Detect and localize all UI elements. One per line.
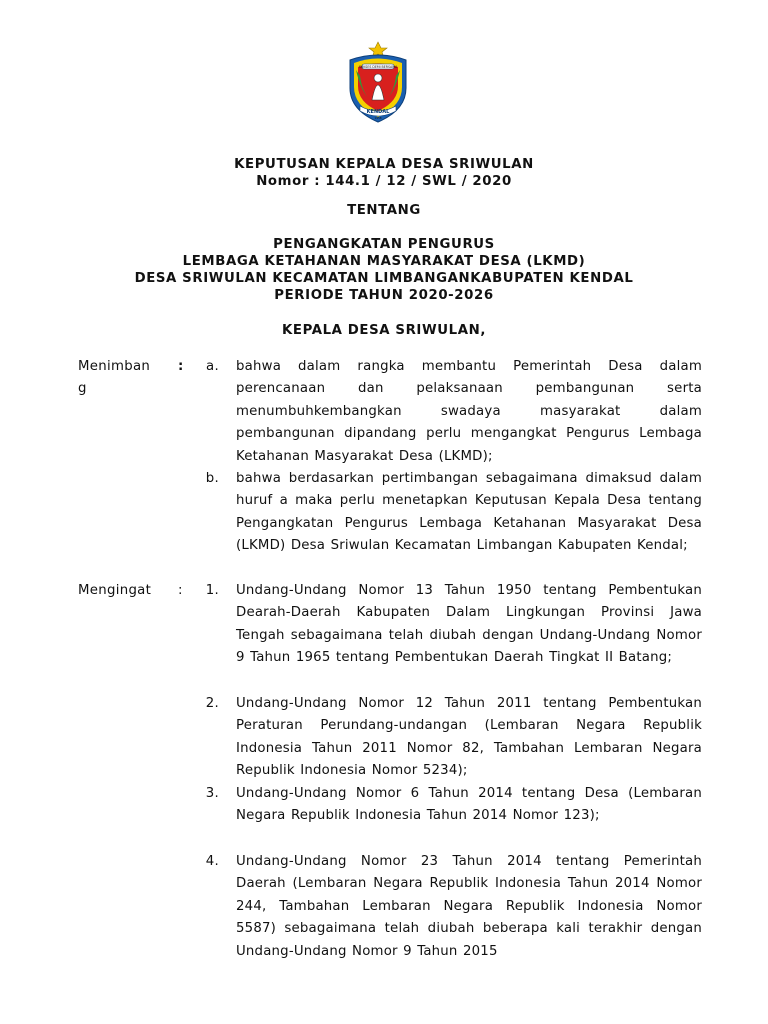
subject-line-4: PERIODE TAHUN 2020-2026	[274, 288, 494, 303]
tentang-heading: TENTANG	[347, 203, 421, 218]
logo-kendal-text: KENDAL	[366, 109, 390, 115]
logo-motto-text: SUKSES DEMI BERSAMA	[358, 65, 398, 69]
mengingat-item-4-marker: 4.	[205, 854, 219, 869]
decree-number: Nomor : 144.1 / 12 / SWL / 2020	[256, 174, 512, 189]
authority-heading: KEPALA DESA SRIWULAN,	[282, 323, 486, 338]
subject-line-2: LEMBAGA KETAHANAN MASYARAKAT DESA (LKMD)	[182, 254, 586, 269]
menimbang-item-a-marker: a.	[206, 359, 219, 374]
decree-title: KEPUTUSAN KEPALA DESA SRIWULAN	[234, 157, 534, 172]
subject-line-1: PENGANGKATAN PENGURUS	[273, 237, 495, 252]
menimbang-item-b-text: bahwa berdasarkan pertimbangan sebagaimana dimaksud dalam huruf a maka perlu menetapkan Keputusan Kepala Desa tentang Pengangkatan Pengurus Lembaga Ketahanan Masyarakat Desa (LKMD) Desa Sriwulan Kecamatan Limbangan Kabupaten Kendal;	[236, 471, 702, 554]
menimbang-item-a-text: bahwa dalam rangka membantu Pemerintah Desa dalam perencanaan dan pelaksanaan pembangunan serta menumbuhkembangkan swadaya masyarakat dalam pembangunan dipandang perlu mengangkat Pengurus Lembaga Ketahanan Masyarakat Desa (LKMD);	[236, 359, 702, 464]
mengingat-item-2-text: Undang-Undang Nomor 12 Tahun 2011 tentang Pembentukan Peraturan Perundang-undangan (Lembaran Negara Republik Indonesia Tahun 2011 Nomor 82, Tambahan Lembaran Negara Republik Indonesia Nomor 5234);	[236, 696, 702, 779]
kendal-emblem-logo	[342, 40, 414, 126]
menimbang-label-part1: Menimban	[78, 359, 151, 374]
mengingat-item-1-text: Undang-Undang Nomor 13 Tahun 1950 tentang Pembentukan Dearah-Daerah Kabupaten Dalam Lingkungan Provinsi Jawa Tengah sebagaimana telah diubah dengan Undang-Undang Nomor 9 Tahun 1965 tentang Pembentukan Daerah Tingkat II Batang;	[236, 583, 702, 666]
logo-year-text: 1958	[374, 116, 382, 120]
mengingat-item-1-marker: 1.	[205, 583, 219, 598]
menimbang-item-b-marker: b.	[205, 471, 219, 486]
mengingat-item-4-text: Undang-Undang Nomor 23 Tahun 2014 tentang Pemerintah Daerah (Lembaran Negara Republik Indonesia Tahun 2014 Nomor 244, Tambahan Lembaran Negara Republik Indonesia Nomor 5587) sebagaimana telah diubah beberapa kali terakhir dengan Undang-Undang Nomor 9 Tahun 2015	[236, 854, 702, 959]
mengingat-item-2-marker: 2.	[205, 696, 219, 711]
mengingat-colon: :	[178, 583, 183, 598]
mengingat-item-3-marker: 3.	[205, 786, 219, 801]
mengingat-item-3-text: Undang-Undang Nomor 6 Tahun 2014 tentang Desa (Lembaran Negara Republik Indonesia Tahun 2014 Nomor 123);	[236, 786, 702, 824]
subject-line-3: DESA SRIWULAN KECAMATAN LIMBANGANKABUPATEN KENDAL	[134, 271, 634, 286]
mengingat-label: Mengingat	[78, 583, 152, 598]
menimbang-label-part2: g	[78, 381, 87, 396]
menimbang-colon: :	[178, 359, 184, 374]
